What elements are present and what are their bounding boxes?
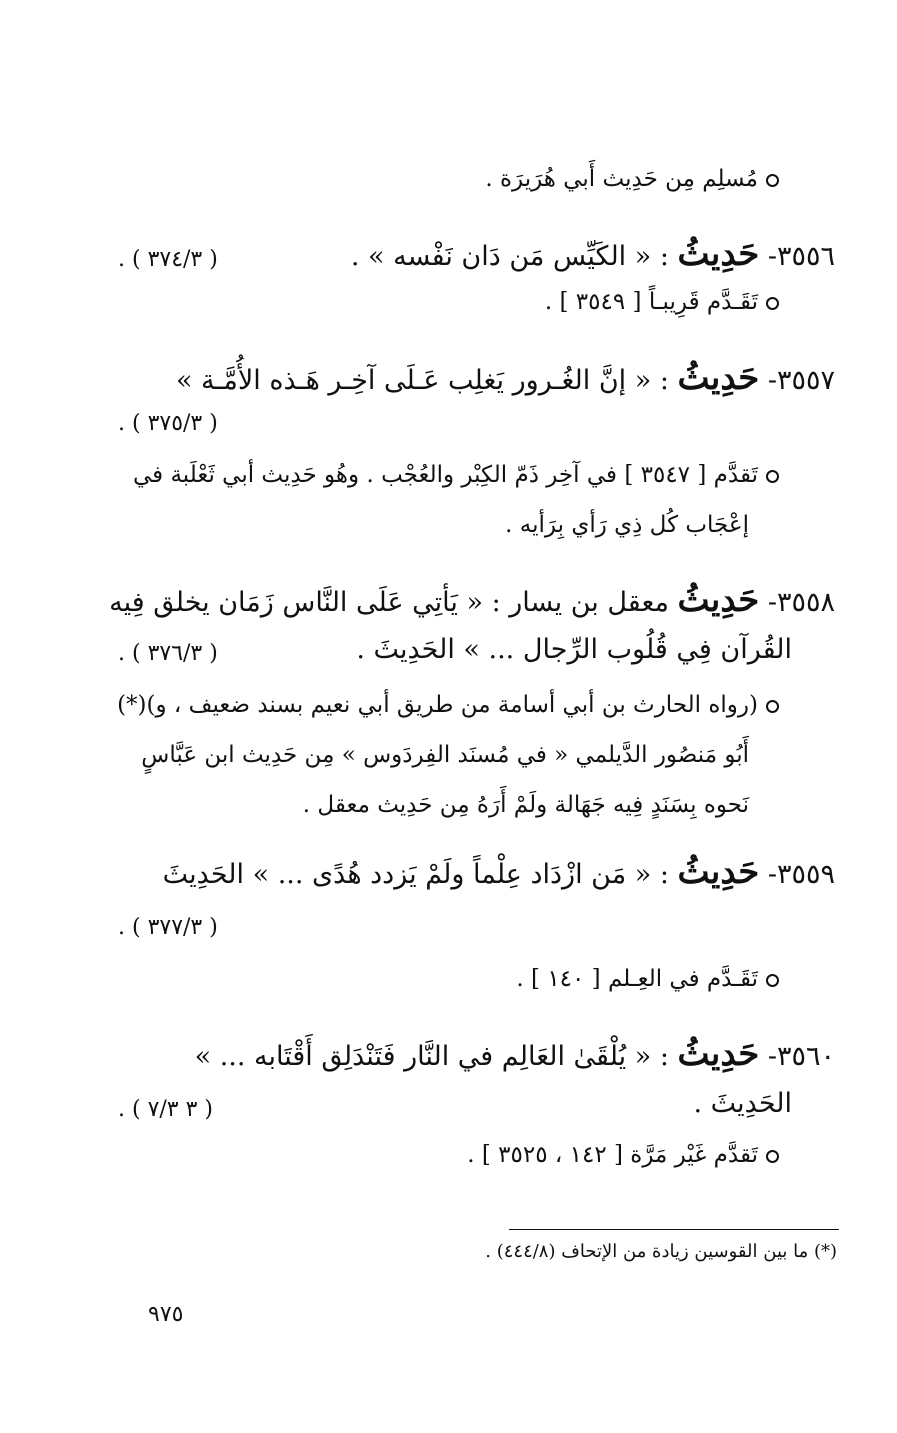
hadith-word: حَدِيثُ bbox=[677, 234, 760, 274]
circle-bullet-icon bbox=[766, 700, 779, 713]
entry-3558-note-2: أَبُو مَنصُور الدَّيلمي « في مُسنَد الفِردَوس » مِن حَدِيث ابن عَبَّاسٍ bbox=[141, 742, 749, 768]
entry-3556-note: تَقَـدَّم قَرِيبـاً [ ٣٥٤٩ ] . bbox=[545, 285, 779, 319]
circle-bullet-icon bbox=[766, 470, 779, 483]
circle-bullet-icon bbox=[766, 297, 779, 310]
entry-3559-ref: ( ٣٧٧/٣ ) . bbox=[118, 915, 218, 940]
page-number: ٩٧٥ bbox=[148, 1302, 184, 1327]
entry-3560-note: تَقدَّم غَيْر مَرَّة [ ١٤٢ ، ٣٥٢٥ ] . bbox=[467, 1138, 779, 1172]
entry-3557-note-2: إعْجَاب كُل ذِي رَأي بِرَأيه . bbox=[505, 512, 749, 538]
circle-bullet-icon bbox=[766, 974, 779, 987]
footnote: (*) ما بين القوسين زيادة من الإتحاف (٤٤٤/٨) . bbox=[485, 1241, 837, 1262]
hadith-word: حَدِيثُ bbox=[677, 852, 760, 892]
entry-3559-heading: ٣٥٥٩- حَدِيثُ : « مَن ازْدَاد عِلْماً ولَمْ يَزدد هُدًى ... » الحَدِيثَ bbox=[162, 852, 835, 892]
entry-3556-ref: ( ٣٧٤/٣ ) . bbox=[118, 247, 218, 272]
entry-3560-heading-cont: الحَدِيثَ . bbox=[693, 1088, 792, 1119]
entry-3557-note-1: تَقدَّم [ ٣٥٤٧ ] في آخِر ذَمّ الكِبْر والعُجْب . وهُو حَدِيث أبي ثَعْلَبة في bbox=[133, 458, 779, 492]
intro-note: مُسلِم مِن حَدِيث أَبي هُرَيرَة . bbox=[485, 162, 779, 196]
hadith-word: حَدِيثُ bbox=[677, 1034, 760, 1074]
entry-3558-heading: ٣٥٥٨- حَدِيثُ معقل بن يسار : « يَأتِي عَلَى النَّاس زَمَان يخلق فِيه bbox=[109, 580, 835, 620]
entry-3558-ref: ( ٣٧٦/٣ ) . bbox=[118, 641, 218, 666]
entry-3558-note-3: نَحوه بِسَنَدٍ فِيه جَهَالة ولَمْ أَرَهُ مِن حَدِيث معقل . bbox=[302, 792, 749, 818]
entry-3558-heading-cont: القُرآن فِي قُلُوب الرِّجال ... » الحَدِيثَ . bbox=[356, 634, 792, 665]
entry-3558-note-1: (رواه الحارث بن أبي أسامة من طريق أبي نعيم بسند ضعيف ، و)(*) bbox=[117, 688, 779, 722]
footnote-divider bbox=[509, 1229, 839, 1230]
entry-3560-ref: ( ٣ ٧/٣ ) . bbox=[118, 1097, 214, 1122]
entry-3556-heading: ٣٥٥٦- حَدِيثُ : « الكَيِّس مَن دَان نَفْسه » . bbox=[350, 234, 835, 274]
entry-3557-ref: ( ٣٧٥/٣ ) . bbox=[118, 411, 218, 436]
entry-3560-heading: ٣٥٦٠- حَدِيثُ : « يُلْقَىٰ العَالِم في النَّار فَتَنْدَلِق أَقْتَابه ... » bbox=[194, 1034, 835, 1074]
hadith-word: حَدِيثُ bbox=[677, 580, 760, 620]
circle-bullet-icon bbox=[766, 1150, 779, 1163]
entry-3557-heading: ٣٥٥٧- حَدِيثُ : « إنَّ الغُـرور يَغلِب عَـلَى آخِـر هَـذه الأُمَّـة » bbox=[175, 358, 835, 398]
circle-bullet-icon bbox=[766, 174, 779, 187]
entry-3559-note: تَقَـدَّم في العِـلم [ ١٤٠ ] . bbox=[516, 962, 779, 996]
hadith-word: حَدِيثُ bbox=[677, 358, 760, 398]
